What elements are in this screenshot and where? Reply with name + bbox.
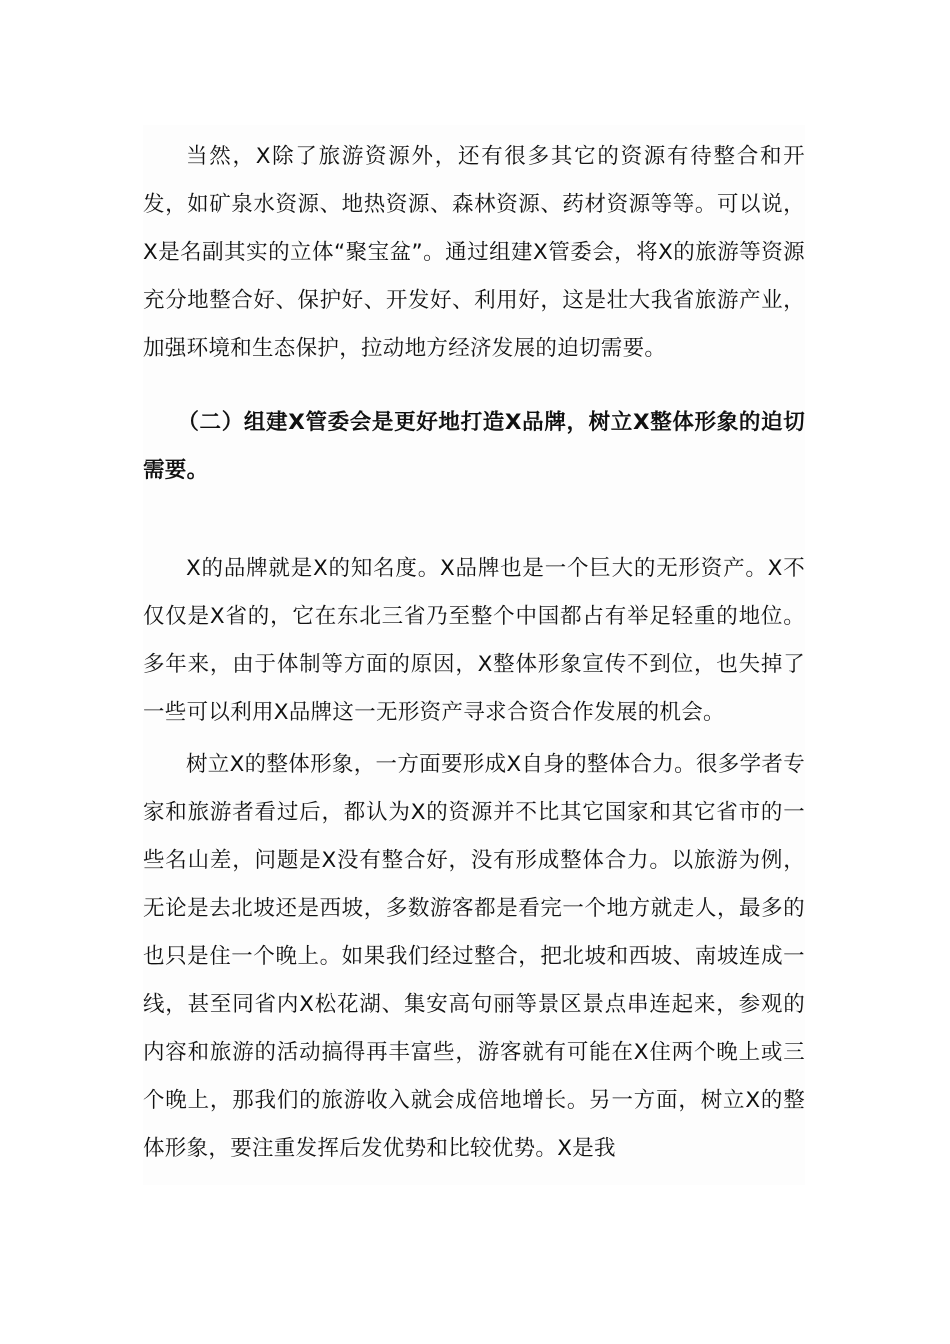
paragraph-resources: 当然，X除了旅游资源外，还有很多其它的资源有待整合和开发，如矿泉水资源、地热资源、森林资源、药材资源等等。可以说，X是名副其实的立体“聚宝盆”。通过组建X管委会，将X的旅游等资源充分地整合好、保护好、开发好、利用好，这是壮大我省旅游产业，加强环境和生态保护，拉动地方经济发展的迫切需要。 xyxy=(143,144,805,361)
paragraph-brand: X的品牌就是X的知名度。X品牌也是一个巨大的无形资产。X不仅仅是X省的，它在东北三省乃至整个中国都占有举足轻重的地位。多年来，由于体制等方面的原因，X整体形象宣传不到位，也失掉了一些可以利用X品牌这一无形资产寻求合资合作发展的机会。 xyxy=(143,556,805,725)
document-body xyxy=(143,125,805,1185)
section-heading: （二）组建X管委会是更好地打造X品牌，树立X整体形象的迫切需要。 xyxy=(143,410,805,483)
paragraph-image: 树立X的整体形象，一方面要形成X自身的整体合力。很多学者专家和旅游者看过后，都认为X的资源并不比其它国家和其它省市的一些名山差，问题是X没有整合好，没有形成整体合力。以旅游为例，无论是去北坡还是西坡，多数游客都是看完一个地方就走人，最多的也只是住一个晚上。如果我们经过整合，把北坡和西坡、南坡连成一线，甚至同省内X松花湖、集安高句丽等景区景点串连起来，参观的内容和旅游的活动搞得再丰富些，游客就有可能在X住两个晚上或三个晚上，那我们的旅游收入就会成倍地增长。另一方面，树立X的整体形象，要注重发挥后发优势和比较优势。X是我 xyxy=(143,752,805,1161)
